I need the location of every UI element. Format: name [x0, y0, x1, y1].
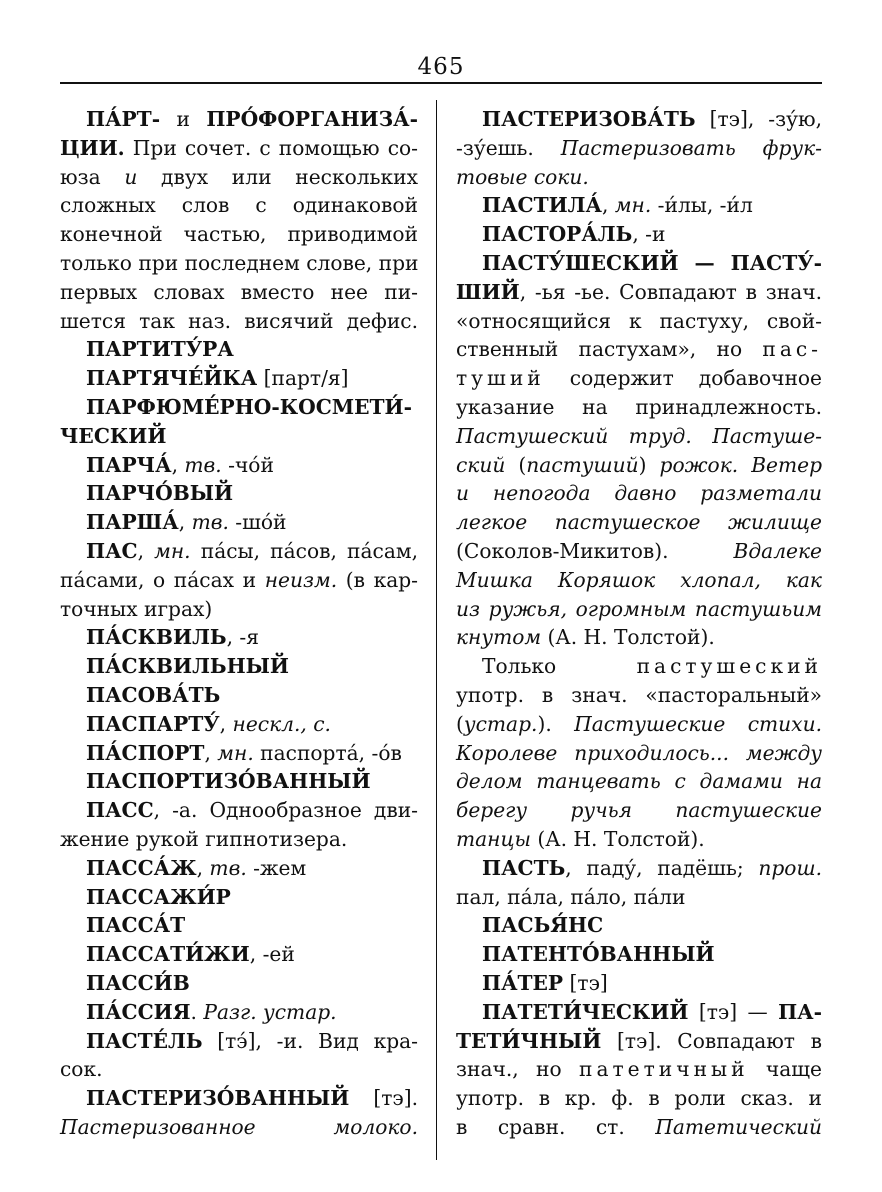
italic-text: тв. [184, 452, 222, 477]
text-run: (в кар- [337, 567, 418, 592]
text-line [456, 220, 822, 249]
text-run: , [601, 193, 615, 218]
text-line [60, 796, 418, 825]
text-line [60, 537, 418, 566]
headword: ПАСПАРТУ́ [86, 711, 220, 736]
text-line [456, 595, 822, 624]
headword: ПАС [86, 538, 138, 563]
headword: ПАТЕТИ́ЧЕСКИЙ [482, 999, 689, 1024]
italic-text: Патетический [655, 1114, 822, 1139]
text-line [456, 508, 822, 537]
text-line [60, 767, 418, 796]
text-line [60, 652, 418, 681]
italic-text: пастуший [526, 452, 639, 477]
headword: ПАСТЕРИЗО́ВАННЫЙ [86, 1086, 350, 1111]
text-line [60, 969, 418, 998]
italic-text: Разг. устар. [203, 999, 337, 1024]
headword: ПАСОВА́ТЬ [86, 682, 221, 707]
text-run: , [196, 855, 210, 880]
headword: ПАССА́Т [86, 913, 186, 938]
text-line [60, 911, 418, 940]
italic-text: Вдалеке [733, 538, 822, 563]
text-run: шется так наз. висячий дефис. [60, 308, 418, 333]
text-run: , [178, 510, 192, 535]
headword: ШИЙ [456, 279, 520, 304]
headword: ПА- [778, 999, 822, 1024]
text-line [456, 1084, 822, 1113]
text-run: ( [505, 452, 527, 477]
headword: ПАРША́ [86, 510, 179, 535]
headword: ПА́СПОРТ [86, 740, 205, 765]
text-run: пал, па́ла, па́ло, па́ли [456, 884, 686, 909]
headword: ПАСТЬ [482, 855, 566, 880]
text-line [456, 134, 822, 163]
text-run: Только [482, 654, 637, 679]
italic-text: легкое пастушеское жилище [456, 510, 822, 535]
text-run: -зу́ешь. [456, 135, 561, 160]
text-run: паспорта́, -о́в [253, 740, 402, 765]
text-line [456, 307, 822, 336]
italic-text: неизм. [264, 567, 338, 592]
italic-text: делом танцевать с дамами на [456, 769, 822, 794]
text-line [456, 191, 822, 220]
italic-text: тв. [191, 510, 229, 535]
italic-text: Пастушеский труд. Пастуше- [456, 423, 822, 448]
text-line [456, 335, 822, 364]
text-line [456, 767, 822, 796]
text-line [456, 681, 822, 710]
italic-text: кнутом [456, 625, 542, 650]
text-run: только при последнем слове, при [60, 250, 419, 275]
text-run: ) [638, 452, 660, 477]
text-run: [тэ] [563, 970, 608, 995]
text-run: двух или нескольких [137, 164, 418, 189]
text-run: , -а. Однообразное дви- [153, 798, 418, 823]
text-line [456, 1027, 822, 1056]
text-line [456, 537, 822, 566]
text-run: -чо́й [221, 452, 274, 477]
text-line [456, 249, 822, 278]
text-line [60, 854, 418, 883]
text-run: , [137, 538, 155, 563]
column-divider [436, 100, 437, 1160]
left-column [60, 105, 418, 1142]
italic-text: устар. [463, 711, 538, 736]
text-run: первых словах вместо нее пи- [60, 279, 418, 304]
spaced-text: пастушеский [636, 654, 822, 679]
text-line [456, 825, 822, 854]
headword: ЧЕСКИЙ [60, 423, 167, 448]
text-line [60, 134, 418, 163]
headword: ПАСТОРА́ЛЬ [482, 222, 633, 247]
italic-text: Пастушеские стихи. [574, 711, 822, 736]
text-line [60, 1084, 418, 1113]
italic-text: Мишка Коряшок хлопал, как [456, 567, 822, 592]
text-run: па́сы, па́сов, па́сам, [190, 538, 418, 563]
text-line [456, 940, 822, 969]
headword: ПАСТИЛА́ [482, 193, 602, 218]
text-run: юза [60, 164, 125, 189]
text-line [456, 278, 822, 307]
text-run: точных играх) [60, 596, 213, 621]
headword: ПАСТУ́ШЕСКИЙ — ПАСТУ́- [482, 250, 822, 275]
text-line [456, 163, 822, 192]
text-run: [тэ]. [349, 1086, 418, 1111]
text-line [60, 940, 418, 969]
headword: ПА́СКВИЛЬ [86, 625, 227, 650]
text-line [456, 451, 822, 480]
text-run: употр. в знач. «пасторальный» [456, 682, 822, 707]
spaced-text: пас- [762, 337, 822, 362]
headword: ПАСЬЯ́НС [482, 913, 604, 938]
text-line [456, 710, 822, 739]
text-run: сок. [60, 1057, 103, 1082]
italic-text: Пастеризованное молоко. [60, 1114, 418, 1139]
text-line [60, 191, 418, 220]
text-line [456, 479, 822, 508]
text-line [60, 249, 418, 278]
text-line [60, 335, 418, 364]
headword: ПАССА́Ж [86, 855, 197, 880]
headword: ПРО́ФОРГАНИЗА́- [206, 107, 418, 131]
text-run: чаще [748, 1057, 823, 1082]
text-run: , паду́, падёшь; [565, 855, 759, 880]
italic-text: Пастеризовать фрук- [560, 135, 822, 160]
headword: ПА́ТЕР [482, 970, 564, 995]
text-run: указание на принадлежность. [456, 394, 822, 419]
text-line [456, 739, 822, 768]
text-line [60, 998, 418, 1027]
headword: ПА́СКВИЛЬНЫЙ [86, 654, 289, 679]
text-run: (А. Н. Толстой). [541, 625, 715, 650]
headword: ПАРТИТУ́РА [86, 337, 234, 362]
text-run: сложных слов с одинаковой [60, 193, 418, 218]
text-run: , [219, 711, 233, 736]
text-line [60, 1113, 418, 1142]
italic-text: мн. [217, 740, 254, 765]
text-line [60, 739, 418, 768]
right-column [456, 105, 822, 1142]
text-run: При сочет. с помощью со- [124, 135, 418, 160]
spaced-text: туший [456, 366, 545, 391]
text-line [456, 566, 822, 595]
headword: ЦИИ. [60, 135, 125, 160]
italic-text: и непогода давно разметали [456, 481, 822, 506]
text-run: , -ья -ье. Совпадают в знач. [519, 279, 822, 304]
headword: ПАРЧО́ВЫЙ [86, 481, 234, 506]
text-run: , -я [226, 625, 259, 650]
text-line [456, 854, 822, 883]
text-run: ). [537, 711, 575, 736]
text-line [60, 364, 418, 393]
headword: ПА́ССИЯ [86, 999, 191, 1024]
headword: ПАРФЮМЕ́РНО-КОСМЕТИ́- [86, 394, 412, 419]
text-line [456, 911, 822, 940]
text-line [456, 1055, 822, 1084]
text-run: и [160, 107, 207, 131]
text-line [456, 998, 822, 1027]
italic-text: нескл., с. [232, 711, 331, 736]
italic-text: мн. [154, 538, 191, 563]
headword: ПАРЧА́ [86, 452, 172, 477]
headword: ПАССАТИ́ЖИ [86, 942, 250, 967]
text-line [456, 652, 822, 681]
text-run: (А. Н. Толстой). [531, 826, 705, 851]
italic-text: тв. [209, 855, 247, 880]
text-run: жение рукой гипнотизера. [60, 826, 348, 851]
headword: ПАРТЯЧЕ́ЙКА [86, 366, 258, 391]
text-line [60, 623, 418, 652]
text-line [60, 278, 418, 307]
text-run: па́сами, о па́сах и [60, 567, 265, 592]
text-line [456, 623, 822, 652]
text-run: в сравн. ст. [456, 1114, 656, 1139]
text-run: [тэ], -зу́ю, [695, 107, 822, 131]
italic-text: рожок. Ветер [659, 452, 822, 477]
italic-text: Королеве приходилось... между [456, 740, 822, 765]
text-run: [тэ́], -и. Вид кра- [202, 1028, 418, 1053]
text-run: [тэ] — [688, 999, 779, 1024]
italic-text: прош. [758, 855, 822, 880]
text-line [60, 1027, 418, 1056]
text-run: . [190, 999, 204, 1024]
text-line [60, 595, 418, 624]
text-run: знач., но [456, 1057, 579, 1082]
text-line [60, 681, 418, 710]
text-line [456, 796, 822, 825]
text-run: , [171, 452, 185, 477]
text-line [60, 220, 418, 249]
text-run: -жем [246, 855, 307, 880]
headword: ПАСПОРТИЗО́ВАННЫЙ [86, 769, 371, 794]
text-run: , [204, 740, 218, 765]
text-line [60, 825, 418, 854]
headword: ПАСТЕРИЗОВА́ТЬ [482, 107, 696, 131]
text-run: -и́лы, -и́л [651, 193, 753, 218]
text-line [456, 422, 822, 451]
text-run: ственный пастухам», но [456, 337, 763, 362]
text-run: -шо́й [228, 510, 287, 535]
text-line [60, 422, 418, 451]
headword: ПА́РТ- [86, 107, 161, 131]
text-run: конечной частью, приводимой [60, 222, 418, 247]
text-line [456, 393, 822, 422]
page-number: 465 [417, 54, 465, 80]
text-run: , -ей [249, 942, 295, 967]
text-line [60, 105, 418, 134]
text-run: ( [456, 711, 464, 736]
headword: ПАСС [86, 798, 154, 823]
text-run: , -и [632, 222, 666, 247]
text-run: (Соколов-Микитов). [456, 538, 734, 563]
italic-text: ский [456, 452, 506, 477]
text-line [456, 364, 822, 393]
italic-text: товые соки. [456, 164, 589, 189]
header-rule [60, 82, 822, 84]
text-line [60, 508, 418, 537]
spaced-text: патетичный [579, 1057, 749, 1082]
headword: ТЕТИ́ЧНЫЙ [456, 1028, 602, 1053]
headword: ПАССАЖИ́Р [86, 884, 231, 909]
text-line [60, 163, 418, 192]
text-line [60, 393, 418, 422]
italic-text: танцы [456, 826, 532, 851]
text-run: содержит добавочное [544, 366, 822, 391]
text-run: «относящийся к пастуху, свой- [456, 308, 822, 333]
text-line [60, 451, 418, 480]
headword: ПАТЕНТО́ВАННЫЙ [482, 942, 715, 967]
text-line [456, 883, 822, 912]
text-line [456, 969, 822, 998]
text-line [60, 479, 418, 508]
text-run: [тэ]. Совпадают в [601, 1028, 822, 1053]
text-line [456, 1113, 822, 1142]
italic-text: из ружья, огромным пастушьим [456, 596, 822, 621]
text-line [456, 105, 822, 134]
italic-text: и [124, 164, 138, 189]
headword: ПАССИ́В [86, 970, 190, 995]
text-line [60, 883, 418, 912]
text-run: употр. в кр. ф. в роли сказ. и [456, 1086, 822, 1111]
text-line [60, 710, 418, 739]
italic-text: мн. [614, 193, 652, 218]
italic-text: берегу ручья пастушеские [456, 798, 822, 823]
text-line [60, 566, 418, 595]
text-line [60, 307, 418, 336]
text-line [60, 1055, 418, 1084]
headword: ПАСТЕ́ЛЬ [86, 1028, 203, 1053]
text-run: [парт/я] [257, 366, 349, 391]
